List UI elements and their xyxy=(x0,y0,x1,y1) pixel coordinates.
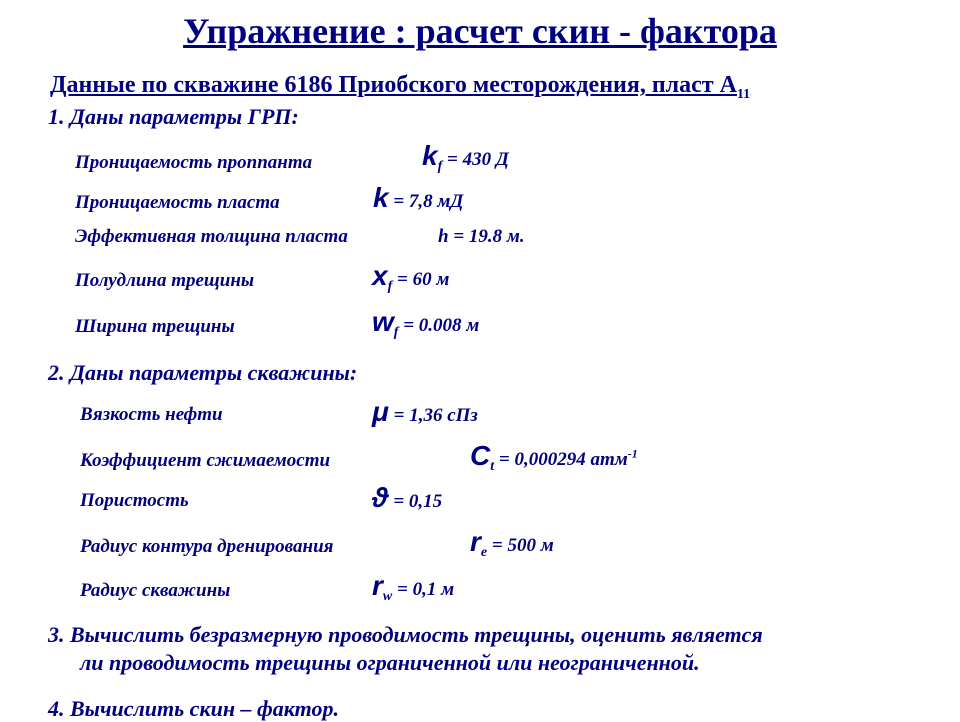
param-label-proppant-perm: Проницаемость проппанта xyxy=(75,152,313,173)
param-value-viscosity xyxy=(372,396,478,428)
param-label-well-radius: Радиус скважины xyxy=(80,580,231,601)
value-re: = 500 м xyxy=(487,535,554,556)
symbol-re: r xyxy=(470,526,481,557)
param-label-formation-perm: Проницаемость пласта xyxy=(75,192,280,213)
param-value-proppant-perm xyxy=(422,140,509,175)
param-value-drainage-radius xyxy=(470,526,554,561)
symbol-wf: w xyxy=(372,306,394,337)
sup-ct: -1 xyxy=(627,446,638,461)
value-xf: = 60 м xyxy=(392,269,450,290)
well-data-subtitle xyxy=(50,72,750,103)
sub-xf: f xyxy=(387,278,393,294)
param-label-compressibility: Коэффициент сжимаемости xyxy=(80,450,331,471)
param-value-porosity xyxy=(372,482,442,514)
value-mu: = 1,36 сПз xyxy=(388,405,478,426)
param-label-porosity: Пористость xyxy=(80,490,189,511)
value-ct: = 0,000294 атм xyxy=(494,449,628,470)
symbol-phi: ϑ xyxy=(372,482,389,513)
subtitle-subscript: 11 xyxy=(736,86,751,102)
value-wf: = 0.008 м xyxy=(398,315,480,336)
section-task3-line1: 3. Вычислить безразмерную проводимость трещины, оценить является xyxy=(48,622,763,647)
symbol-h: h xyxy=(438,226,449,247)
symbol-k: k xyxy=(373,182,389,213)
sub-rw: w xyxy=(382,588,393,604)
param-value-compressibility xyxy=(470,440,638,475)
value-h: = 19.8 м. xyxy=(448,226,525,247)
symbol-kf: k xyxy=(422,140,438,171)
param-label-width: Ширина трещины xyxy=(75,316,235,337)
section-task3-line2: ли проводимость трещины ограниченной или неограниченной. xyxy=(80,650,700,675)
section-task4: 4. Вычислить скин – фактор. xyxy=(48,696,339,721)
sub-re: e xyxy=(480,544,488,560)
symbol-mu: μ xyxy=(372,396,389,427)
symbol-xf: x xyxy=(372,260,388,291)
symbol-ct: C xyxy=(470,440,491,471)
param-value-thickness xyxy=(438,226,525,248)
sub-kf: f xyxy=(437,158,443,174)
section-frac-params: 1. Даны параметры ГРП: xyxy=(48,104,299,129)
symbol-rw: r xyxy=(372,570,383,601)
param-value-formation-perm xyxy=(373,182,463,214)
value-kf: = 430 Д xyxy=(442,149,509,170)
param-label-thickness: Эффективная толщина пласта xyxy=(75,226,348,247)
slide-title: Упражнение : расчет скин - фактора xyxy=(183,11,777,51)
param-value-half-length xyxy=(372,260,449,295)
section-well-params: 2. Даны параметры скважины: xyxy=(48,360,358,385)
param-value-width xyxy=(372,306,479,341)
param-label-viscosity: Вязкость нефти xyxy=(80,404,223,425)
param-label-drainage-radius: Радиус контура дренирования xyxy=(80,536,334,557)
value-k: = 7,8 мД xyxy=(388,191,464,212)
param-value-well-radius xyxy=(372,570,454,605)
value-phi: = 0,15 xyxy=(388,491,443,512)
param-label-half-length: Полудлина трещины xyxy=(75,270,255,291)
value-rw: = 0,1 м xyxy=(392,579,455,600)
sub-ct: t xyxy=(490,458,495,474)
subtitle-text: Данные по скважине 6186 Приобского месторождения, пласт А xyxy=(50,72,737,98)
sub-wf: f xyxy=(393,324,399,340)
